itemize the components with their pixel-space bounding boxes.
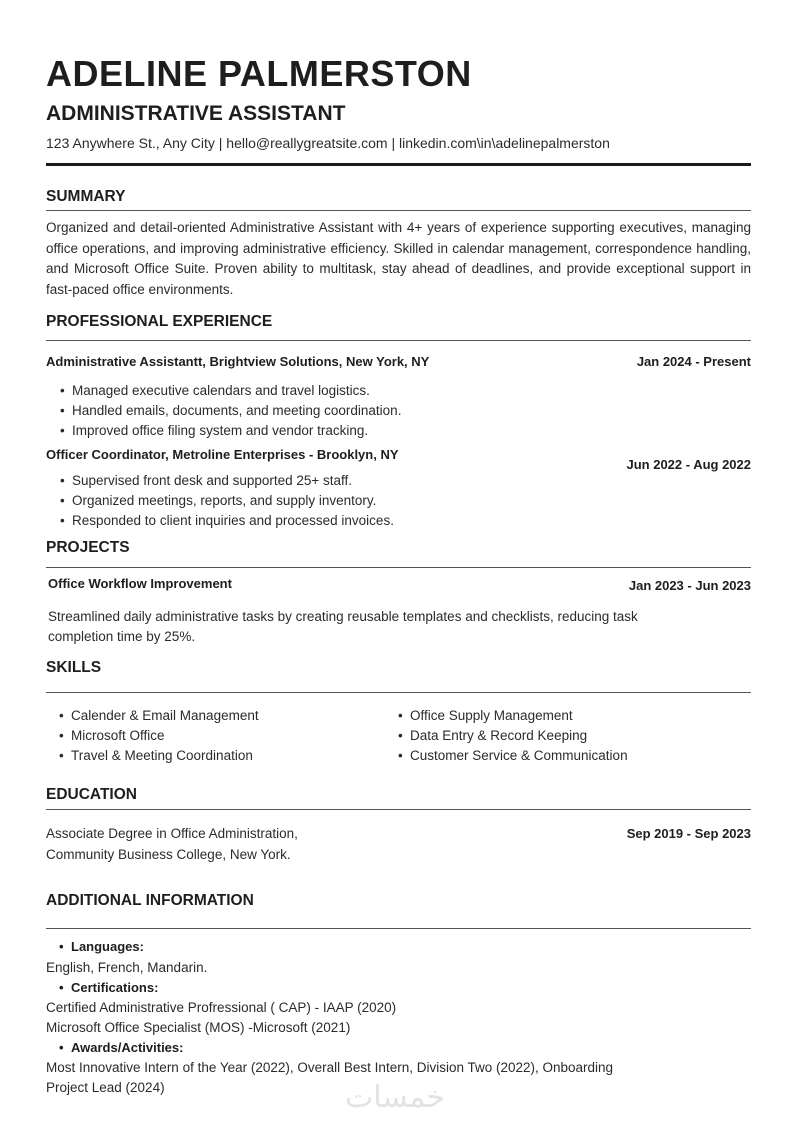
skill-item: • Microsoft Office: [71, 726, 165, 746]
header-divider: [46, 163, 751, 166]
certification-item: Microsoft Office Specialist (MOS) -Microsoft (2021): [46, 1020, 351, 1035]
additional-heading: ADDITIONAL INFORMATION: [46, 892, 254, 909]
project-dates: Jan 2023 - Jun 2023: [628, 578, 751, 593]
job-dates: Jun 2022 - Aug 2022: [626, 457, 751, 472]
job-role: Officer Coordinator, Metroline Enterprises - Brooklyn, NY: [46, 447, 399, 462]
job-bullet: • Responded to client inquiries and processed invoices.: [72, 511, 394, 531]
skill-item: • Calender & Email Management: [71, 706, 259, 726]
divider: [46, 809, 751, 810]
skills-heading: SKILLS: [46, 659, 102, 676]
skill-item: • Office Supply Management: [410, 706, 573, 726]
languages-label: • Languages:: [71, 937, 144, 957]
job-dates: Jan 2024 - Present: [636, 354, 751, 369]
job-role: Administrative Assistantt, Brightview Solutions, New York, NY: [46, 354, 430, 369]
skill-item: • Customer Service & Communication: [410, 746, 628, 766]
job-title: ADMINISTRATIVE ASSISTANT: [46, 102, 346, 125]
project-description: Streamlined daily administrative tasks by creating reusable templates and checklists, reducing task: [48, 609, 638, 624]
job-bullet: • Organized meetings, reports, and supply inventory.: [72, 491, 376, 511]
languages-value: English, French, Mandarin.: [46, 960, 208, 975]
divider: [46, 210, 751, 211]
watermark-logo: خمسات: [345, 1080, 446, 1115]
education-degree: Associate Degree in Office Administration,: [46, 826, 298, 841]
divider: [46, 567, 751, 568]
award-item: Most Innovative Intern of the Year (2022), Overall Best Intern, Division Two (2022), Onboarding: [46, 1060, 614, 1075]
divider: [46, 340, 751, 341]
job-bullet: • Handled emails, documents, and meeting coordination.: [72, 401, 401, 421]
experience-heading: PROFESSIONAL EXPERIENCE: [46, 313, 273, 330]
education-dates: Sep 2019 - Sep 2023: [626, 826, 751, 841]
summary-text: Organized and detail-oriented Administrative Assistant with 4+ years of experience supporting executives, managing office operations, and improving administrative efficiency. Skilled in calendar management, correspondence handling, and Microsoft Office Suite. Proven ability to multitask, stay ahead of deadlines, and provide exceptional support in fast-paced office environments.: [46, 220, 751, 297]
divider: [46, 928, 751, 929]
job-bullet: • Improved office filing system and vendor tracking.: [72, 421, 368, 441]
education-school: Community Business College, New York.: [46, 847, 291, 862]
projects-heading: PROJECTS: [46, 539, 130, 556]
contact-info: 123 Anywhere St., Any City | hello@reallygreatsite.com | linkedin.com\in\adelinepalmerston: [46, 135, 610, 151]
summary-heading: SUMMARY: [46, 188, 126, 205]
certification-item: Certified Administrative Profressional ( CAP) - IAAP (2020): [46, 1000, 397, 1015]
awards-label: • Awards/Activities:: [71, 1038, 183, 1058]
project-name: Office Workflow Improvement: [48, 576, 232, 591]
candidate-name: ADELINE PALMERSTON: [46, 53, 472, 94]
award-item: Project Lead (2024): [46, 1080, 165, 1095]
divider: [46, 692, 751, 693]
job-bullet: • Managed executive calendars and travel logistics.: [72, 381, 370, 401]
certifications-label: • Certifications:: [71, 978, 158, 998]
skill-item: • Travel & Meeting Coordination: [71, 746, 253, 766]
education-heading: EDUCATION: [46, 786, 137, 803]
job-bullet: • Supervised front desk and supported 25+ staff.: [72, 471, 352, 491]
skill-item: • Data Entry & Record Keeping: [410, 726, 587, 746]
project-description: completion time by 25%.: [48, 629, 196, 644]
